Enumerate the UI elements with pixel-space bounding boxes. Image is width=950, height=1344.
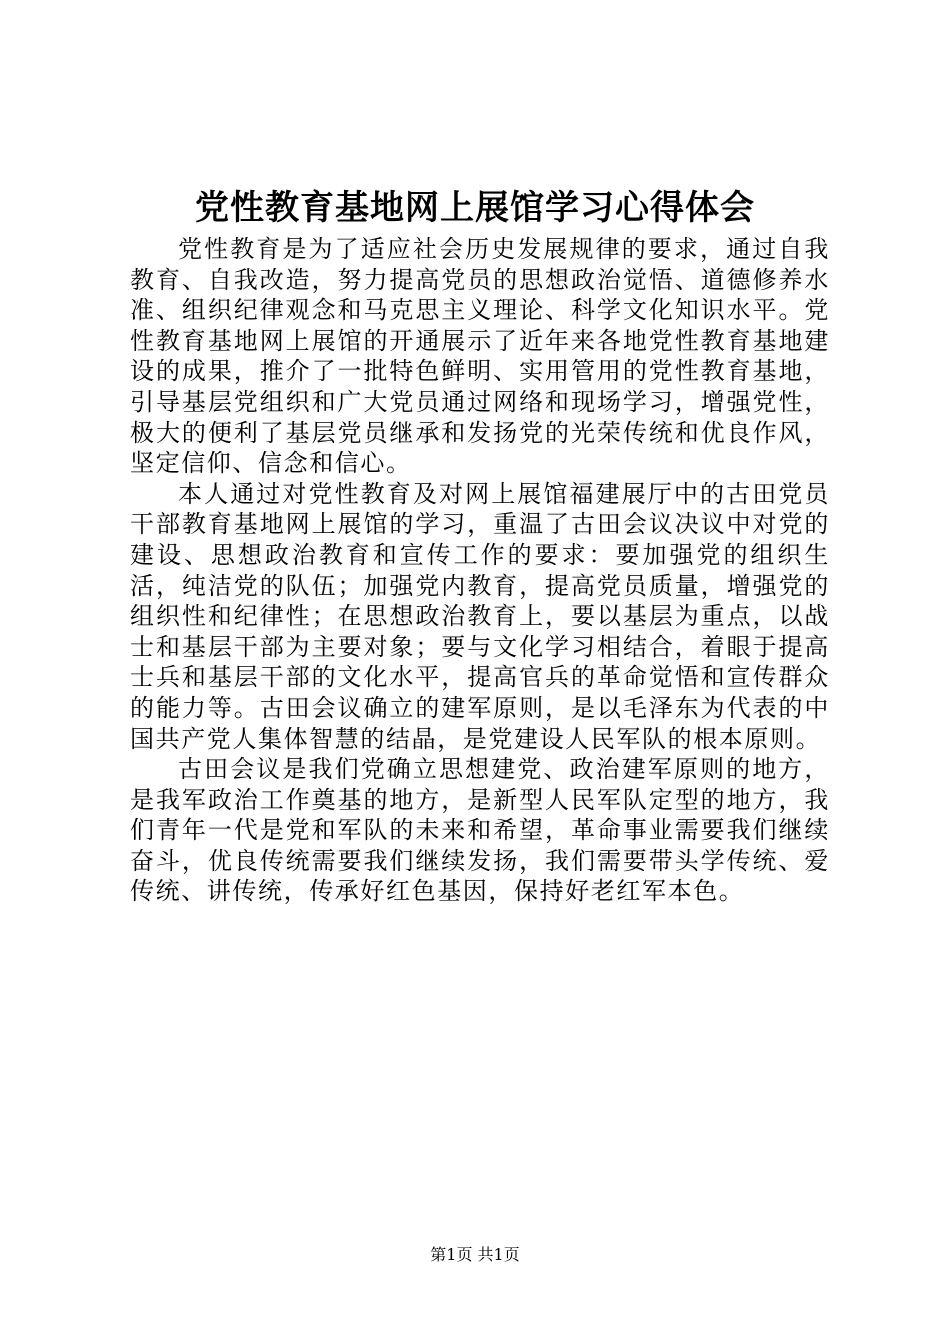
paragraph-1: 党性教育是为了适应社会历史发展规律的要求，通过自我教育、自我改造，努力提高党员的思想政治觉悟、道德修养水准、组织纪律观念和马克思主义理论、科学文化知识水平。党性教育基地网上展馆的开通展示了近年来各地党性教育基地建设的成果，推介了一批特色鲜明、实用管用的党性教育基地，引导基层党组织和广大党员通过网络和现场学习，增强党性，极大的便利了基层党员继承和发扬党的光荣传统和优良作风，坚定信仰、信念和信心。 [130,235,830,478]
paragraph-3: 古田会议是我们党确立思想建党、政治建军原则的地方，是我军政治工作奠基的地方，是新型人民军队定型的地方，我们青年一代是党和军队的未来和希望，革命事业需要我们继续奋斗，优良传统需要我们继续发扬，我们需要带头学传统、爱传统、讲传统，传承好红色基因，保持好老红军本色。 [130,755,830,906]
document-body [130,234,830,907]
document-title: 党性教育基地网上展馆学习心得体会 [195,188,755,228]
page-footer: 第1页 共1页 [430,1245,520,1264]
paragraph-2: 本人通过对党性教育及对网上展馆福建展厅中的古田党员干部教育基地网上展馆的学习，重温了古田会议决议中对党的建设、思想政治教育和宣传工作的要求：要加强党的组织生活，纯洁党的队伍；加强党内教育，提高党员质量，增强党的组织性和纪律性；在思想政治教育上，要以基层为重点，以战士和基层干部为主要对象；要与文化学习相结合，着眼于提高士兵和基层干部的文化水平，提高官兵的革命觉悟和宣传群众的能力等。古田会议确立的建军原则，是以毛泽东为代表的中国共产党人集体智慧的结晶，是党建设人民军队的根本原则。 [130,479,830,753]
